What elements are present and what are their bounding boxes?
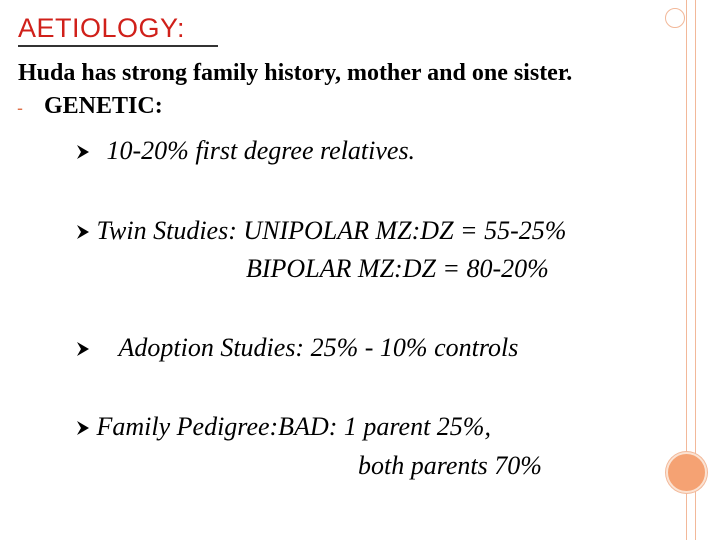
decorative-circle-top [665, 8, 685, 28]
point-text: Adoption Studies: 25% - 10% controls [118, 333, 519, 362]
point-twin-studies [76, 216, 566, 246]
arrow-bullet-icon [76, 144, 90, 160]
arrow-bullet-icon [76, 420, 90, 436]
point-first-degree [76, 136, 415, 166]
title-underline [18, 45, 218, 47]
point-text: Family Pedigree:BAD: 1 parent 25%, [96, 412, 491, 441]
point-family-pedigree-line2: both parents 70% [358, 451, 542, 480]
slide-title: AETIOLOGY: [18, 13, 186, 43]
point-adoption-studies [76, 333, 518, 363]
point-family-pedigree [76, 412, 491, 442]
genetic-label: GENETIC: [44, 93, 163, 119]
point-text: Twin Studies: UNIPOLAR MZ:DZ = 55-25% [96, 216, 567, 245]
point-text: 10-20% first degree relatives. [106, 136, 416, 165]
arrow-bullet-icon [76, 341, 90, 357]
point-twin-studies-line2: BIPOLAR MZ:DZ = 80-20% [246, 254, 549, 283]
decorative-circle-bottom [666, 452, 707, 493]
dash-bullet: - [17, 98, 23, 118]
arrow-bullet-icon [76, 224, 90, 240]
intro-text: Huda has strong family history, mother and one sister. [18, 60, 573, 86]
